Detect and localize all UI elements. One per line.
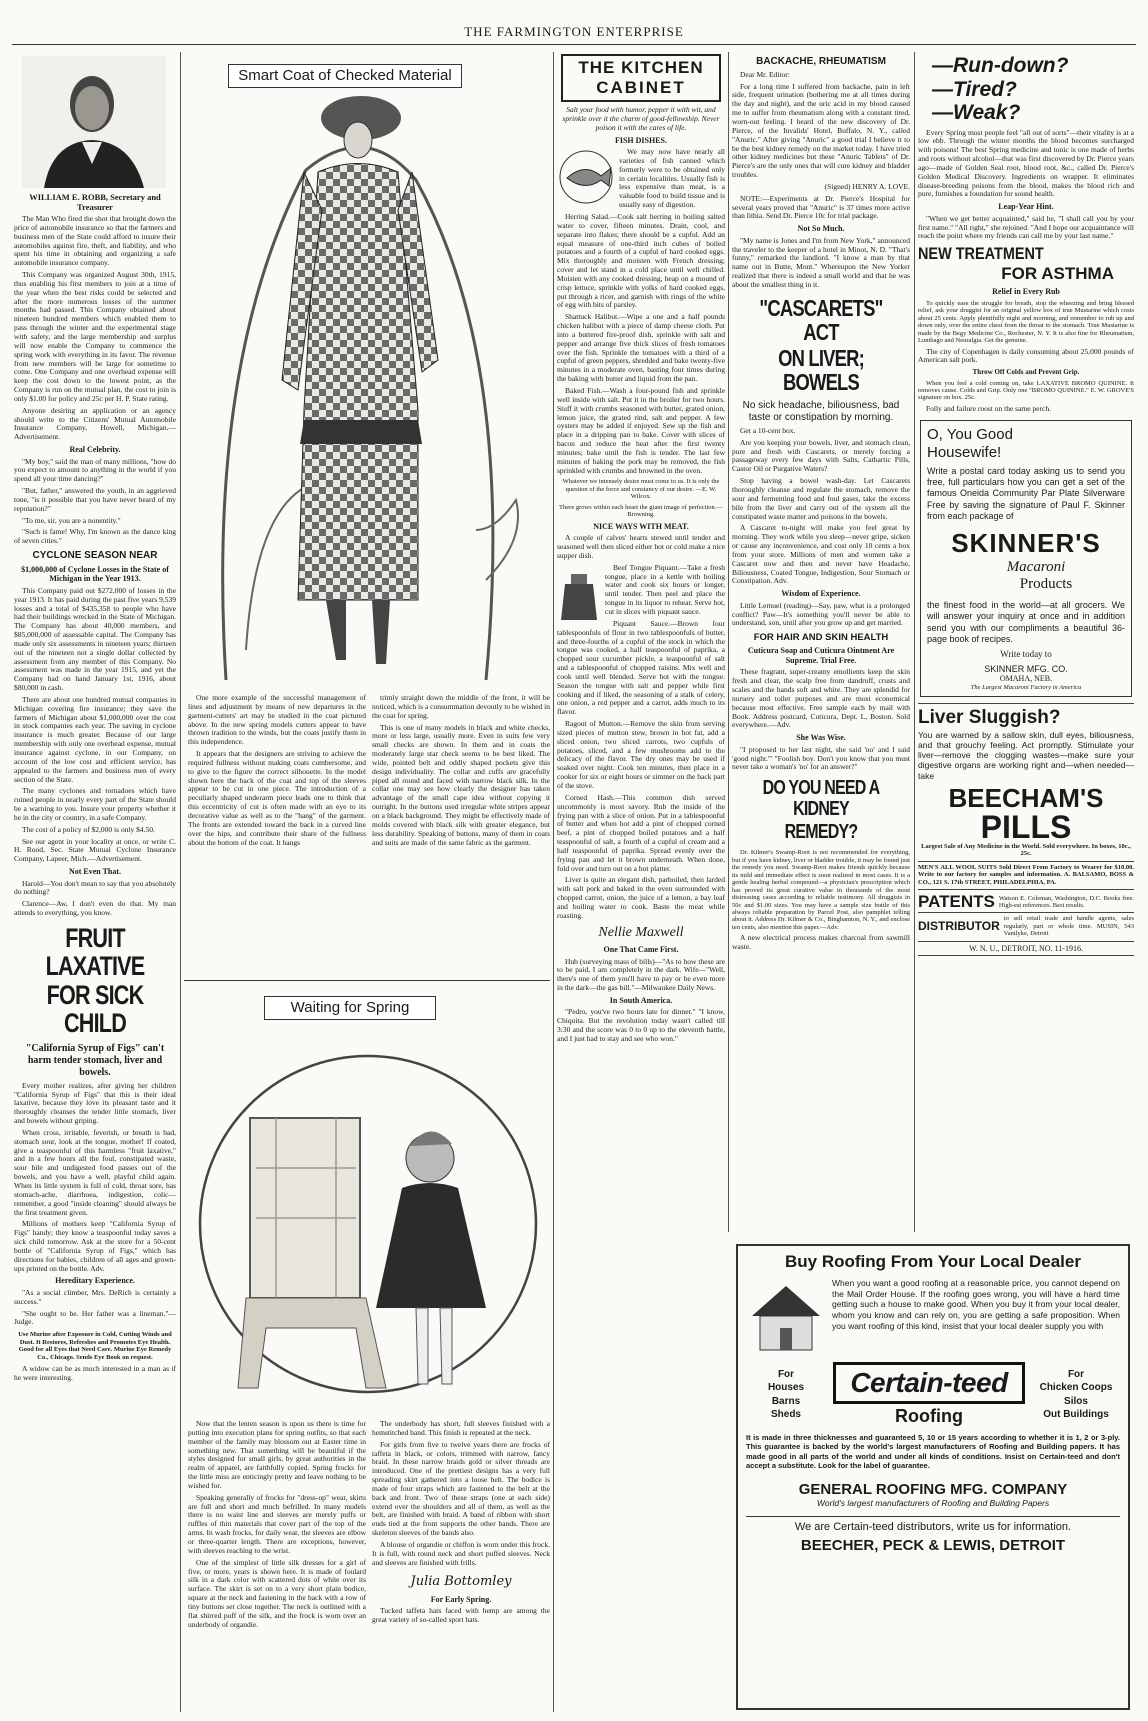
body-paragraph: "Pedro, you've two hours late for dinner." "I know, Chiquita. But the revolution today wasn't called till 3:30 and the score was 0 to 0 up to the eleventh battle, and I just had to stay and see who won." xyxy=(557,1007,725,1043)
body-paragraph: Beef Tongue Piquant.—Take a fresh tongue, place in a kettle with boiling water and cook six hours or longer, until tender. Then peel and place the tongue in its liquor to reheat. Serve hot, cut in slices with piquant sauce. xyxy=(605,562,725,616)
body-paragraph: We may now have nearly all varieties of fish canned which formerly were to be obtained only in certain localities. Usually fish is less expensive than meat, is a valuable food to build tissue and is usually easy of digestion. xyxy=(619,147,725,210)
ad-headline: DO YOU NEED A KIDNEY xyxy=(762,777,880,821)
fish-icon xyxy=(557,148,615,206)
feature-girl-illustration xyxy=(186,988,548,1412)
ad-body: OMAHA, NEB. xyxy=(999,674,1053,684)
ad-body: Write a postal card today asking us to send you free, full particulars how you can get a set of the famous Oneida Community Par Plate Silverware Free by saving the signature of Paul F. Skinner from each package of xyxy=(927,465,1125,521)
roofing-ad xyxy=(736,1244,1130,1710)
coat-fashion-drawing xyxy=(186,60,548,686)
body-paragraph: Liver is quite an elegant dish, parboiled, then larded with salt pork and baked in the oven surrounded with chopped carrot, onion, the juice of a lemon, a bay leaf and boiling water to cook. Baste the meat while roasting. xyxy=(557,875,725,920)
ad-body: You are warned by a sallow skin, dull eyes, biliousness, and that grouchy feeling. Act promptly. Stimulate your liver—remove the clogging wastes—make sure your digestive organs are working right and—when needed—take xyxy=(918,729,1134,781)
ad-body: We are Certain-teed distributors, write us for information. xyxy=(794,1520,1072,1533)
body-paragraph: For girls from five to twelve years there are frocks of taffeta in black, or colors, trimmed with narrow, fancy braid. In these narrow braids gold or silver threads are introduced. One of the prettiest designs has a very full spreading skirt gathered into a loose belt. The bodice is made of four straps which are fastened to the belt at the back and front. Two of these straps (one at each side) extend over the shoulders and all of them, as well as the belt, are finished with braid. A band of ribbon with short ends tied at the front supports the other bands. There are skeleton sleeves of the bands also. xyxy=(372,1439,550,1538)
ad-headline: Housewife! xyxy=(927,443,1002,461)
column-6 xyxy=(918,52,1134,1232)
body-paragraph: Corned Hash.—This common dish served uncommonly is most savory. Rub the inside of the frying pan with a slice of onion. Put in a tablespoonful of butter and when hot add a pint of chopped corned beef, a pint of chopped boiled potatoes and a half teaspoonful of salt, a fourth of a cupful of cream and a half teaspoonful of paprika. Spread evenly over the frying pan and let it brown underneath. When done, fold over and turn out on a hot platter. xyxy=(557,792,725,873)
body-paragraph: A blouse of organdie or chiffon is worn under this frock. It is full, with round neck and short puffed sleeves. Neck and sleeves are finished with frills. xyxy=(372,1539,550,1567)
roofing-uses-left xyxy=(746,1368,826,1422)
article-headline: Wisdom of Experience. xyxy=(781,589,861,599)
portrait-caption: WILLIAM E. ROBB, Secretary and Treasurer xyxy=(29,192,161,213)
wool-ad: MEN'S ALL WOOL SUITS Sold Direct From Factory to Wearer for $10.00. Write to our factory for samples and information. A. BALSAMO, BOSS & CO., 121 S. 17th STREET, PHILADELPHIA, PA. xyxy=(918,861,1134,886)
ad-headline: PILLS xyxy=(980,808,1072,845)
kitchen-cabinet-masthead xyxy=(561,54,721,102)
ad-body: Out Buildings xyxy=(1043,1409,1109,1420)
feature-divider xyxy=(184,980,550,981)
ad-headline: "CASCARETS" ACT xyxy=(759,294,883,345)
ad-subhead: Relief in Every Rub xyxy=(992,287,1060,297)
murine-ad: Use Murine after Exposure in Cold, Cutting Winds and Dust. It Restores, Refreshes and Promotes Eye Health. Good for all Eyes that Need Care. Murine Eye Remedy Co., Chicago. Sends Eye Book on request. xyxy=(18,1331,172,1361)
skinners-ad xyxy=(920,420,1132,698)
ad-body: Largest Sale of Any Medicine in the World. Sold everywhere. In boxes, 10c., 25c. xyxy=(921,842,1131,858)
body-paragraph: "But, father," answered the youth, in an aggrieved tone, "is it possible that you have never heard of my reputation?" xyxy=(14,486,176,513)
column-4 xyxy=(557,52,725,1716)
body-paragraph: Every Spring most people feel "all out of sorts"—their vitality is at a low ebb. Through the winter months the blood becomes surcharged with poisons! The best Spring medicine and tonic is one made of herbs and roots without alcohol—that was first discovered by Dr. Pierce years ago—made of Golden Seal root, blood root, &c., called Dr. Pierce's Golden Medical Discovery. Ingredients on wrapper. It eliminates disease-breeding poisons from the blood, makes the blood rich and pure, furnishes a foundation for sound health. xyxy=(918,127,1134,199)
column-rule xyxy=(180,52,181,1712)
article-headline: Not So Much. xyxy=(797,224,845,234)
body-paragraph: When cross, irritable, feverish, or breath is bad, stomach sour, look at the tongue, mother! If coated, give a teaspoonful of this harmless "fruit laxative," and in a few hours all the foul, constipated waste, sour bile and undigested food passes out of the bowels, and you have a well, playful child again. When its little system is full of cold, throat sore, has stomach-ache, diarrhoea, indigestion, colic—remember, a good "inside cleaning" should always be the first treatment given. xyxy=(14,1127,176,1217)
body-paragraph: (Signed) HENRY A. LOVE. xyxy=(824,181,910,191)
article-headline: NICE WAYS WITH MEAT. xyxy=(593,521,689,531)
body-paragraph: "My name is Jones and I'm from New York," announced the traveler to the keeper of a hotel in Minot, N. D. "That's funny," remarked the landlord. "I know a man by that name out in Butte, Mont." Whereupon the New Yorker realized that there is indeed a small world and that he was about the smallest thing in it. xyxy=(732,235,910,289)
article-headline: CYCLONE SEASON NEAR xyxy=(32,550,158,562)
author-signature: Julia Bottomley xyxy=(410,1573,512,1589)
body-paragraph: Folly and failure roost on the same perch. xyxy=(926,403,1051,413)
masthead-rule xyxy=(12,44,1136,45)
column-1 xyxy=(14,52,176,1716)
article-headline: FISH DISHES. xyxy=(614,135,668,145)
body-paragraph: One more example of the successful management of lines and adjustment by means of new departures in the garment-cutters' art may be studied in the coat pictured above. In the new spring models cutters appear to have thrown tradition to the winds, but the coats justify them in this independence. xyxy=(188,694,366,747)
body-paragraph: NOTE:—Experiments at Dr. Pierce's Hospital for several years proved that "Anuric" is 37 times more active than lithia. Send Dr. Pierce 10c for trial package. xyxy=(732,193,910,221)
body-paragraph: Anyone desiring an application or an agency should write to the Citizens' Mutual Automobile Insurance Company, Howell, Michigan.—Advertisement. xyxy=(14,405,176,442)
body-paragraph: Tucked taffeta hats faced with hemp are among the great variety of so-called sport hats. xyxy=(372,1606,550,1625)
body-paragraph: Piquant Sauce.—Brown four tablespoonfuls of flour in two tablespoonfuls of butter, and three-fourths of a cupful of the stock in which the tongue was cooked, a half teaspoonful of paprika, a chopped sour cucumber pickle, a teaspoonful of salt and a tablespoonful of chopped raisins. Mix well and cook until well blended. Serve hot with the tongue. Season the tongue with salt and pepper while first cooking and if liked, the seasoning of a stalk of celery, one onion, a red pepper and a carrot, adds much to its flavor. xyxy=(557,618,725,717)
article-subhead: $1,000,000 of Cyclone Losses in the State of Michigan in the Year 1913. xyxy=(21,564,169,584)
ad-body: World's largest manufacturers of Roofing and Building Papers xyxy=(816,1497,1050,1508)
spring-text-left xyxy=(188,1420,366,1714)
ad-body: to sell retail trade and handle agents, sales regularly, part or whole time. MUSIN, 543 Vanilyke, Detroit xyxy=(1003,915,1134,938)
quotation: Whatever we intensely desire must come to us. It is only the question of the force and constancy of our desire. —E. W. Wilcox. xyxy=(562,478,720,501)
certain-teed-logo xyxy=(826,1362,1032,1427)
body-paragraph: Harold—You don't mean to say that you absolutely do nothing? xyxy=(14,878,176,897)
column-rule xyxy=(914,52,915,1232)
body-paragraph: Hub (surveying mass of bills)—"As to how these are to be paid, I am completely in the dark. Wife—"Well, there's one of them you'll have to pay or be even more in the dark—the gas bill."—Milwaukee Daily News. xyxy=(557,956,725,993)
feature-title: Smart Coat of Checked Material xyxy=(228,64,462,88)
ad-headline: GENERAL ROOFING MFG. COMPANY xyxy=(798,1480,1068,1498)
portrait-illustration xyxy=(22,56,166,188)
body-paragraph: Shattuck Halibut.—Wipe a one and a half pounds chicken halibut with a piece of damp cheese cloth. Put into a buttered fire-proof dish, sprinkle with salt and pepper and arrange five thick slices of fresh tomatoes over the fish. Sprinkle the tomatoes with a third of a cupful of green peppers, shredded and bake twenty-five minutes in a moderate oven, basting four times during the baking with butter and liquid from the pan. xyxy=(557,312,725,384)
article-headline: In South America. xyxy=(609,995,673,1005)
ad-headline: Products xyxy=(1019,576,1073,593)
house-icon xyxy=(746,1278,826,1352)
ad-body: SKINNER MFG. CO. xyxy=(984,663,1068,674)
body-paragraph: These fragrant, super-creamy emollients keep the skin fresh and clear, the scalp free from dandruff, crusts and scales and the hands soft and white. They are splendid for nursery and toilet purposes and are most economical because most effective. Free sample each by mail with Book. Address postcard, Cuticura, Dept. L, Boston. Sold everywhere.—Adv. xyxy=(732,667,910,730)
skinners-logo: SKINNER'S xyxy=(951,528,1101,559)
distributor-ad xyxy=(918,912,1134,937)
article-headline: Throw Off Colds and Prevent Grip. xyxy=(972,368,1080,377)
cabinet-title: CABINET xyxy=(596,78,686,98)
article-headline: Not Even That. xyxy=(68,867,122,877)
ad-headline: —Tired? xyxy=(932,77,1017,101)
rundown-ad xyxy=(932,54,1134,125)
body-paragraph: Speaking generally of frocks for "dress-up" wear, skirts are full and short and much befrilled. In many models there is no waist line and sleeves are merely puffs or ruffles of thin materials that cover part of the top of the arms. In wash frocks, for daily wear, the sleeves are elbow or three-quarter length. There are exceptions, however, with sleeves reaching to the wrist. xyxy=(188,1492,366,1555)
ad-body: Sheds xyxy=(770,1409,801,1420)
body-paragraph: A Cascaret to-night will make you feel great by morning. They work while you sleep—never gripe, sicken or cause any inconvenience, and cost only 10 cents a box from your store. Millions of men and women take a Cascaret now and then and never have Headache, Biliousness, Coated Tongue, Indigestion, Sour Stomach or Constipation. Adv. xyxy=(732,523,910,586)
body-paragraph: Get a 10-cent box. xyxy=(740,425,796,435)
body-paragraph: The underbody has short, full sleeves finished with a hemstitched band. This finish is repeated at the neck. xyxy=(372,1420,550,1437)
body-paragraph: Clarence—Aw, I don't even do that. My man attends to everything, you know. xyxy=(14,899,176,918)
article-headline: She Was Wise. xyxy=(796,733,846,743)
brand-name: Certain-teed xyxy=(833,1362,1024,1404)
feature-coat-illustration xyxy=(186,60,548,686)
ad-headline: DISTRIBUTOR xyxy=(918,919,1000,934)
body-paragraph: When you feel a cold coming on, take LAXATIVE BROMO QUININE. It removes cause. Colds and Grip. Only one "BROMO QUININE." E. W. GROVE'S signature on box. 25c. xyxy=(918,379,1134,402)
body-paragraph: "She ought to be. Her father was a lineman."—Judge. xyxy=(14,1308,176,1327)
spring-text-right xyxy=(372,1420,550,1714)
ad-body: The Largest Macaroni Factory in America xyxy=(970,683,1082,691)
body-paragraph: A new electrical process makes charcoal from sawmill waste. xyxy=(732,933,910,952)
body-paragraph: This is one of many models in black and white checks, more or less large, usually more. Even in suits few very small checks are shown. In them and in coats the moderately large star check seems to be best liked. The wide, pointed belt and oddly shaped pockets give this design individuality. The collar and cuffs are gracefully piped all round and faced with narrow black silk. In the collar one may see how clearly the designer has taken advantage of the small cape idea without copying it outright. In the buttons used irregular white stripes appear on a black background. They might be effectively made of molds covered with black silk with greater elegance, but less durability. Speaking of buttons, many of them in coats and suits are made of the same fabric as the garment. xyxy=(372,722,550,847)
ad-body: Watson E. Coleman, Washington, D.C. Books free. High-est references. Best results. xyxy=(998,894,1134,910)
dealer-name: BEECHER, PECK & LEWIS, DETROIT xyxy=(800,1536,1066,1554)
ad-body: It is made in three thicknesses and guaranteed 5, 10 or 15 years according to whether it is 1, 2 or 3-ply. This guarantee is backed by the world's largest manufacturers of Roofing and Building papers. It has made good in all parts of the world and under all kinds of conditions. Insist on Certain-teed and don't accept a substitute. Look for the label of guarantee. xyxy=(746,1433,1120,1471)
body-paragraph: trimly straight down the middle of the front, it will be noticed, which is a consummation devoutly to be wished in the coat for spring. xyxy=(372,694,550,720)
brand-subtitle: Roofing xyxy=(895,1406,963,1426)
ad-headline: FRUIT LAXATIVE xyxy=(45,922,145,982)
ad-headline: REMEDY? xyxy=(784,821,858,844)
body-paragraph: "When we get better acquainted," said he, "I shall call you by your first name." "All right," she rejoined. "And I hope our acquaintance will reach the point where my friends can call me by your last name." xyxy=(918,213,1134,241)
beechams-ad xyxy=(918,703,1134,857)
body-paragraph: The many cyclones and tornadoes which have ruined people in nearly every part of the State should be a warning to you. Insure your property whether it be in the city or country, in a safe Company. xyxy=(14,786,176,822)
body-paragraph: A couple of calves' hearts stewed until tender and seasoned well then sliced either hot or cold make a nice supper dish. xyxy=(557,533,725,560)
feature-title: Waiting for Spring xyxy=(264,996,436,1020)
body-paragraph: Are you keeping your bowels, liver, and stomach clean, pure and fresh with Cascarets, or merely forcing a passageway every few days with Salts, Cathartic Pills, Castor Oil or Purgative Waters? xyxy=(732,437,910,474)
column-rule xyxy=(728,52,729,1232)
ad-headline: Buy Roofing From Your Local Dealer xyxy=(785,1252,1081,1271)
ad-headline: BEECHAM'S xyxy=(948,782,1104,813)
ad-headline: Macaroni xyxy=(1006,558,1066,575)
ad-body: Barns xyxy=(771,1395,801,1407)
article-headline: Hereditary Experience. xyxy=(55,1276,135,1286)
girl-chair-drawing xyxy=(186,988,548,1412)
wnu-line: W. N. U., DETROIT, NO. 11-1916. xyxy=(918,941,1134,956)
article-headline: For Early Spring. xyxy=(430,1594,492,1604)
body-paragraph: The city of Copenhagen is daily consuming about 25,000 pounds of American salt pork. xyxy=(918,346,1134,365)
ad-headline: —Weak? xyxy=(932,101,1021,125)
body-paragraph: Every mother realizes, after giving her children "California Syrup of Figs" that this is their ideal laxative, because they love its pleasant taste and it thoroughly cleanses the tender little stomach, liver and bowels without griping. xyxy=(14,1080,176,1126)
ad-body: Houses xyxy=(767,1382,805,1393)
kettle-icon xyxy=(557,564,601,624)
article-headline: Real Celebrity. xyxy=(69,445,121,455)
body-paragraph: For a long time I suffered from backache, pain in left side, frequent urination (bothering me at all times during the day and night), and the uric acid in my blood caused me to suffer from rheumatism along with a constant tired, worn-out feeling. I heard of the new discovery of Dr. Pierce, of the Invalids' Hotel, Buffalo, N. Y., called "Anuric." After giving "Anuric" a good trial I believe it to be the best kidney remedy on the market today. I have tried other kidney medicines but these "Anuric Tablets" of Dr. Pierce's are the only ones that will cure kidney and bladder troubles. xyxy=(732,81,910,180)
body-paragraph: Dear Mr. Editor: xyxy=(740,69,790,79)
ad-subhead: Cuticura Soap and Cuticura Ointment Are Supreme. Trial Free. xyxy=(747,646,895,665)
roofing-uses-right xyxy=(1032,1368,1120,1422)
body-paragraph: "My boy," said the man of many millions, "how do you expect to amount to anything in the world if you spend all your time dancing?" xyxy=(14,456,176,484)
ad-body: For xyxy=(1067,1368,1085,1380)
ad-subhead: No sick headache, biliousness, bad taste or constipation by morning. xyxy=(742,400,900,424)
patents-ad xyxy=(918,889,1134,912)
portrait-photo xyxy=(22,56,166,188)
coat-text-left xyxy=(188,694,366,974)
ad-headline: —Run-down? xyxy=(932,54,1069,77)
ad-subhead: "California Syrup of Figs" can't harm tender stomach, liver and bowels. xyxy=(25,1043,165,1078)
ad-headline: PATENTS xyxy=(918,892,995,912)
body-paragraph: One of the simplest of little silk dresses for a girl of five, or more, years is shown here. It is made of foulard silk in a dark color with scattered dots of white over its surface. The skirt is set on to a very short plain bodice, square at the neck and fastening in the back with a row of tiny buttons set close together. The neck is outlined with a flat shirred puff of the silk, and the frock is worn over an underbody of organdie. xyxy=(188,1557,366,1629)
body-paragraph: Herring Salad.—Cook salt herring in boiling salted water to cover, fifteen minutes. Drain, cool, and separate into flakes; there should be a cupful. Add an equal measure of one-third inch cubes of boiled potatoes and a fourth of a cupful of hard cooked eggs. Mix thoroughly and moisten with French dressing; cover and let stand in a cold place until well chilled. Moisten with any cooked dressing, heap on a mound of crisp lettuce, sprinkle with yolks of hard cooked eggs, put through a ricer, and garnish with rings of the white of egg with bits of parsley. xyxy=(557,211,725,310)
article-headline: Leap-Year Hint. xyxy=(998,202,1054,212)
body-paragraph: See our agent in your locality at once, or write C. H. Rood, Sec. State Mutual Cyclone Insurance Company, Lapeer, Mich.—Advertisement. xyxy=(14,836,176,864)
body-paragraph: This Company was organized August 30th, 1915, thus enabling his first members to join at a time of the year when the best risks could be selected and after the more numerous losses of the summer months had passed. This Company obtained about nineteen hundred members which enabled them to pass through the winter and the experimental stage with safety, and the large membership and surplus will now enable the Company to commence the spring work with everything in its favor. The revenue from new members will be large for sometime to come. One Company and one overhead expense will keep the cost down to the lowest point, as the Company is run on the mutual plan, the cost to join is only $1.00 for policy and 25c per H. P. State rating. xyxy=(14,270,176,403)
body-paragraph: "Such is fame! Why, I'm known as the dance king of seven cities." xyxy=(14,527,176,546)
article-headline: One That Came First. xyxy=(603,945,679,955)
body-paragraph: The Man Who fired the shot that brought down the price of automobile insurance so that the farmers and business men of the State could afford to insure their automobiles against fire, theft, and liability, and who spent his time in obtaining and organizing a safe automobile insurance company. xyxy=(14,214,176,268)
body-paragraph: It appears that the designers are striving to achieve the required fullness without making coats cumbersome, and to give to the figure the correct silhouette. In the model shown here the back of the coat and top of the sleeves appear to be cut in one piece. The introduction of a peculiarly shaped underarm piece leads one to think that this eccentricity of cut is often made with an eye to its decorative value as well as to the "hang" of the garment. The fronts are extended toward the back in a curved line over the hips, and contribute their share of the fullness about the bottom of the coat. It hangs xyxy=(188,749,366,847)
ad-headline: NEW TREATMENT xyxy=(918,244,1044,264)
ad-headline: ON LIVER; BOWELS xyxy=(778,345,864,396)
body-paragraph: To quickly ease the struggle for breath, stop the wheezing and bring blessed relief, ask your druggist for an original yellow box of true Mustarine which costs about 25 cents. Apply plentifully night and morning, and remember to rub up and down only, over the entire chest from the throat to the stomach. True Mustarine is made by the Begy Medicine Co., Rochester, N. Y. It is also fine for Rheumatism, Lumbago and Neuralgia. Get the genuine. xyxy=(918,299,1134,345)
body-paragraph: "To me, sir, you are a nonentity." xyxy=(22,515,121,525)
body-paragraph: "I proposed to her last night, she said 'no' and I said 'good night.'" "Foolish boy. Don't you know that you must never take a woman's 'no' for an answer?" xyxy=(732,744,910,772)
cabinet-quote: Salt your food with humor, pepper it with wit, and sprinkle over it the charm of good-fellowship. Never poison it with the cares of life. xyxy=(562,105,720,132)
body-paragraph: Millions of mothers keep "California Syrup of Figs" handy; they know a teaspoonful today saves a sick child tomorrow. Ask at the store for a 50-cent bottle of "California Syrup of Figs," which has directions for babies, children of all ages and grown-ups printed on the bottle. Adv. xyxy=(14,1219,176,1273)
cabinet-title: THE KITCHEN xyxy=(578,58,704,77)
author-signature: Nellie Maxwell xyxy=(598,924,684,940)
body-paragraph: Stop having a bowel wash-day. Let Cascarets thoroughly cleanse and regulate the stomach, remove the sour and fermenting food and foul gases, take the excess bile from the liver and carry out of the system all the constipated waste matter and poisons in the bowels. xyxy=(732,476,910,521)
body-paragraph: Little Lemuel (reading)—Say, paw, what is a prolonged conflict? Paw—It's something you'll never be able to understand, son, until after you grow up and get married. xyxy=(732,600,910,628)
ad-headline: BACKACHE, RHEUMATISM xyxy=(756,56,886,67)
column-rule xyxy=(553,52,554,1712)
body-paragraph: Now that the lenten season is upon us there is time for putting into execution plans for spring outfits, so that each member of the family may blossom out at Easter time in something new. That something will be beautiful if the styles designed for small girls, by great authorities in the realm of apparel, are faithfully copied. Spring frocks for the little miss are enticingly pretty and leave nothing to be wished for. xyxy=(188,1420,366,1490)
body-paragraph: Dr. Kilmer's Swamp-Root is not recommended for everything, but if you have kidney, liver or bladder trouble, it may be found just the remedy you need. Swamp-Root makes friends quickly because its mild and immediate effect is soon realized in most cases. It is a gentle healing herbal compound—a physician's prescription which has proved its great curative value in thousands of the most distressing cases according to reliable testimony. All druggists in 50c and $1.00 sizes. You may have a sample size bottle of this always reliable preparation by Parcel Post, also pamphlet telling about it. Address Dr. Kilmer & Co., Binghamton, N. Y., and enclose ten cents, also mention this paper.—Adv. xyxy=(732,849,910,931)
quotation: There grows within each heart the giant image of perfection.—Browning. xyxy=(559,503,723,519)
column-5 xyxy=(732,52,910,1232)
body-paragraph: A widow can be as much interested in a man as if he were interesting. xyxy=(14,1364,176,1382)
ad-headline: FOR HAIR AND SKIN HEALTH xyxy=(753,632,889,644)
ad-body: Silos xyxy=(1064,1395,1088,1407)
body-paragraph: Baked Fish.—Wash a four-pound fish and sprinkle well inside with salt. Put it in the broiler for two hours. Stuff it with crumbs seasoned with butter, grated onion, lemon juice, the grated rind, salt and pepper. A few oysters may be added if enjoyed. Sew up the fish and place in a dripping pan to bake. Cover with slices of bacon and reduce the heat after the first twenty minutes; bake until the fish is tender. The last few minutes of baking the pork may be removed, the fish sprinkled with crumbs and browned in the oven. xyxy=(557,386,725,475)
body-paragraph: Ragout of Mutton.—Remove the skin from serving sized pieces of mutton stew, brown in hot fat, add a sliced onion, two sliced carrots, two cupfuls of potatoes, sliced, and a few mushrooms add to the delicacy of the flavor. The dry ones may be used if soaked over night. Cook ten minutes, then place in a cooker for six or eight hours or simmer on the back part of the stove. xyxy=(557,719,725,790)
ad-body: Chicken Coops xyxy=(1039,1382,1113,1393)
masthead: THE FARMINGTON ENTERPRISE xyxy=(464,24,684,39)
ad-body: the finest food in the world—at all grocers. We will answer your inquiry at once and in addition send you with our compliments a beautiful 36-page book of recipes. xyxy=(927,600,1125,644)
body-paragraph: "As a social climber, Mrs. DeRich is certainly a success." xyxy=(14,1287,176,1306)
ad-headline: FOR ASTHMA xyxy=(1001,264,1114,284)
body-paragraph: This Company paid out $272,000 of losses in the year 1913. It has paid during the past five years 9,539 losses and a total of $435,358 to people who have had their buildings wrecked in the State of Michigan. The Company has about 40,000 members, and $85,000,000 of assessable capital. The Company has made only six assessments in nineteen years; thirteen out of the nineteen not a single dollar collected by assessment from any member of this Company. No assessment was made in the year 1915, and yet the Company had on hand January 1st, 1916, about $80,000 in cash. xyxy=(14,585,176,693)
ad-body: When you want a good roofing at a reasonable price, you cannot depend on the Mail Order House. If the roofing goes wrong, you will have a hard time getting such a house to make good. When you buy it from your local dealer, whom you know and can rely on, you are getting a safe proposition. When you want roofing of this kind, insist that your local dealer supply you with xyxy=(832,1278,1120,1331)
ad-headline: O, You Good xyxy=(927,425,1013,443)
body-paragraph: The cost of a policy of $2,000 is only $4.50. xyxy=(22,824,155,834)
ad-headline: FOR SICK CHILD xyxy=(46,979,144,1038)
body-paragraph: There are about one hundred mutual companies in Michigan covering fire insurance; they save the farmers of Michigan about $1,000,000 over the cost in stock companies each year. The saving in cyclone insurance is much greater. Because of our large membership with only one overhead expense, mutual insurance against cyclone, in our Company, on account of the low cost and efficient service, has appealed to the farmers and business men of every section of the State. xyxy=(14,694,176,784)
ad-headline: Liver Sluggish? xyxy=(918,707,1061,729)
ad-body: For xyxy=(777,1368,795,1380)
ad-body: Write today to xyxy=(1000,649,1052,660)
coat-text-right xyxy=(372,694,550,974)
